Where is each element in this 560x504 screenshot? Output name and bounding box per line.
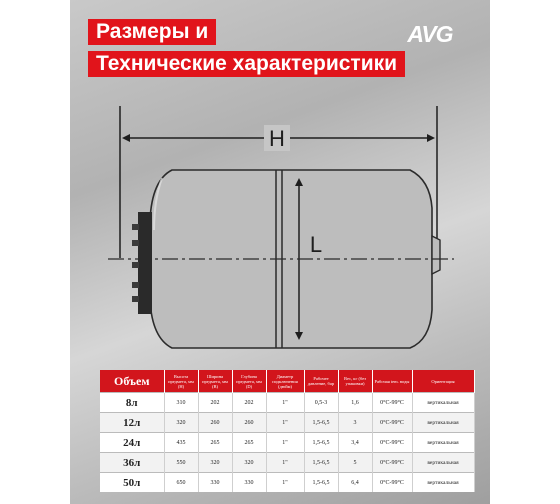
table-cell: 36л xyxy=(100,453,164,473)
table-cell: 310 xyxy=(164,393,198,413)
dim-l-label: L xyxy=(309,232,323,257)
table-cell: 6,4 xyxy=(338,473,372,493)
table-cell: 202 xyxy=(232,393,266,413)
table-cell: вертикальная xyxy=(412,453,474,473)
avg-logo-text: AVG xyxy=(407,21,453,47)
table-cell: 1" xyxy=(266,453,304,473)
table-cell: 320 xyxy=(164,413,198,433)
table-header-cell: Объем xyxy=(100,370,164,393)
table-cell: 650 xyxy=(164,473,198,493)
table-cell: 5 xyxy=(338,453,372,473)
table-cell: 1" xyxy=(266,413,304,433)
table-cell: 1,5-6,5 xyxy=(304,433,338,453)
dim-h-right-arrow xyxy=(427,134,435,142)
table-header-cell: Ширина предмета, мм (В) xyxy=(198,370,232,393)
table-cell: 0°C-99°C xyxy=(372,473,412,493)
table-header-cell: Рабочая tem. воды xyxy=(372,370,412,393)
table-row xyxy=(100,393,474,413)
table-cell: 0°C-99°C xyxy=(372,413,412,433)
dim-h-label: H xyxy=(269,126,285,151)
table-cell: 1" xyxy=(266,433,304,453)
table-cell: вертикальная xyxy=(412,393,474,413)
table-cell: 320 xyxy=(232,453,266,473)
table-cell: 1" xyxy=(266,393,304,413)
table-header-cell: Рабочее давление, бар xyxy=(304,370,338,393)
table-cell: 550 xyxy=(164,453,198,473)
mounting-plate xyxy=(138,212,152,314)
table-cell: вертикальная xyxy=(412,473,474,493)
table-cell: 320 xyxy=(198,453,232,473)
title-line-2: Технические характеристики xyxy=(88,51,405,77)
table-cell: 0°C-99°C xyxy=(372,433,412,453)
table-cell: 202 xyxy=(198,393,232,413)
table-cell: 12л xyxy=(100,413,164,433)
table-cell: вертикальная xyxy=(412,433,474,453)
table-header-cell: Ориентация xyxy=(412,370,474,393)
table-cell: 260 xyxy=(232,413,266,433)
table-header-cell: Глубина предмета, мм (D) xyxy=(232,370,266,393)
table-cell: 1,5-6,5 xyxy=(304,413,338,433)
mounting-bolts xyxy=(132,224,139,302)
table-cell: 8л xyxy=(100,393,164,413)
table-cell: 1,6 xyxy=(338,393,372,413)
table-cell: 330 xyxy=(198,473,232,493)
table-cell: 0,5-3 xyxy=(304,393,338,413)
table-cell: 0°C-99°C xyxy=(372,393,412,413)
table-cell: 330 xyxy=(232,473,266,493)
table-cell: вертикальная xyxy=(412,413,474,433)
table-cell: 3 xyxy=(338,413,372,433)
table-cell: 265 xyxy=(198,433,232,453)
table-row xyxy=(100,453,474,473)
table-row xyxy=(100,473,474,493)
dim-h-left-arrow xyxy=(122,134,130,142)
table-cell: 260 xyxy=(198,413,232,433)
table-row xyxy=(100,413,474,433)
table-header-cell: Высота предмета, мм (Н) xyxy=(164,370,198,393)
table-cell: 1,5-6,5 xyxy=(304,453,338,473)
table-cell: 435 xyxy=(164,433,198,453)
specs-table xyxy=(100,370,475,492)
table-cell: 0°C-99°C xyxy=(372,453,412,473)
table-cell: 3,4 xyxy=(338,433,372,453)
table-row xyxy=(100,433,474,453)
table-cell: 24л xyxy=(100,433,164,453)
table-header-row xyxy=(100,370,474,393)
table-cell: 1,5-6,5 xyxy=(304,473,338,493)
title-line-1: Размеры и xyxy=(88,19,216,45)
table-header-cell: Вес, кг (без упаковки) xyxy=(338,370,372,393)
table-cell: 50л xyxy=(100,473,164,493)
table-cell: 265 xyxy=(232,433,266,453)
product-card xyxy=(70,0,490,504)
table-header-cell: Диаметр подключения (дюйм) xyxy=(266,370,304,393)
table-cell: 1" xyxy=(266,473,304,493)
tank-end-cap xyxy=(432,236,440,274)
tank-drawing xyxy=(70,0,490,380)
